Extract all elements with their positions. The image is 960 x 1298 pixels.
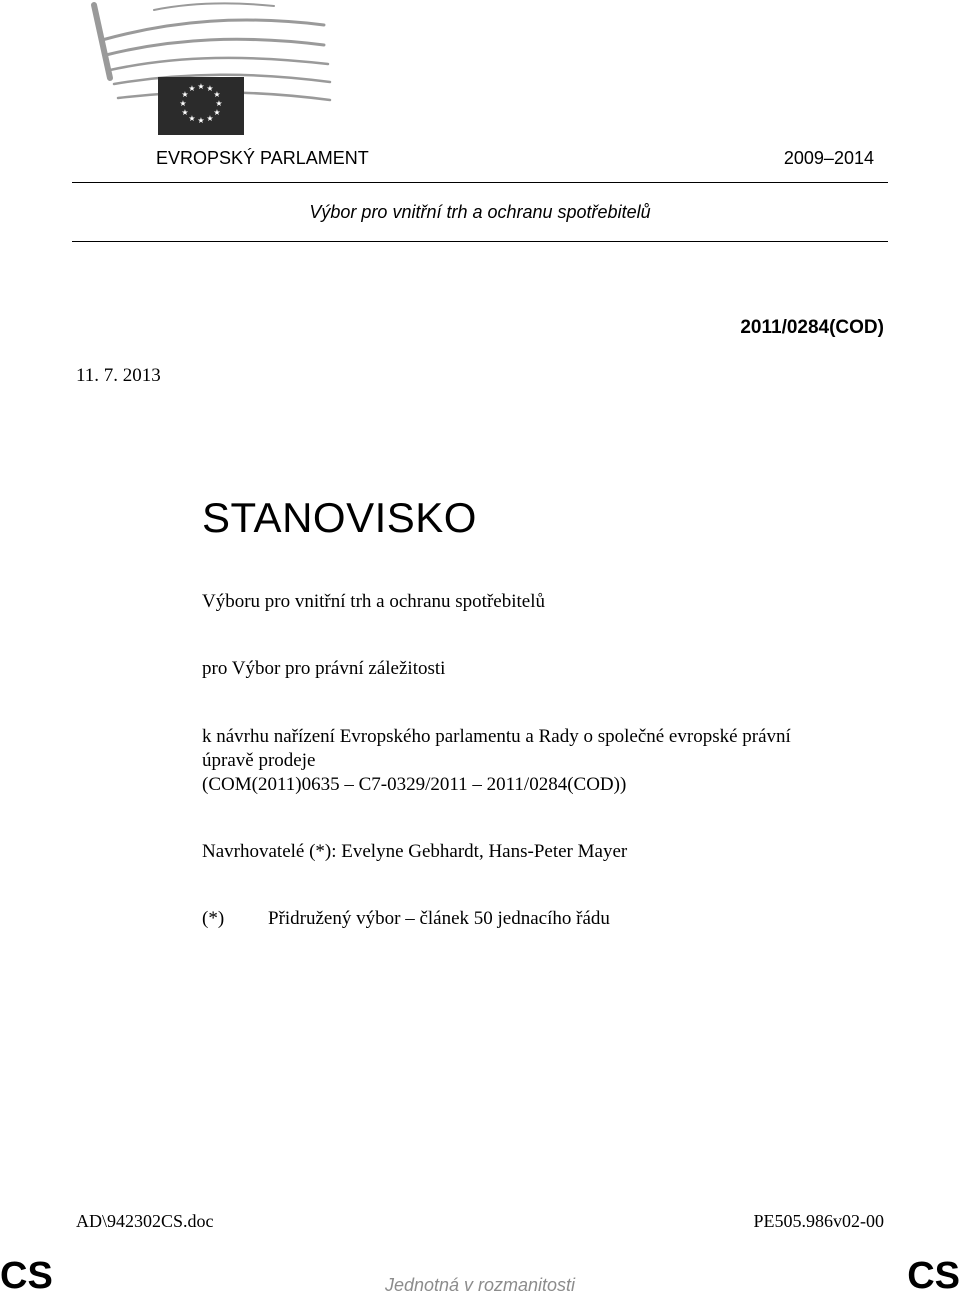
document-type-title: STANOVISKO [202, 494, 477, 541]
svg-text:★: ★ [206, 114, 214, 123]
procedure-reference: 2011/0284(COD) [740, 317, 884, 338]
svg-text:★: ★ [188, 114, 196, 123]
parliamentary-term: 2009–2014 [783, 148, 874, 168]
file-reference: AD\942302CS.doc [76, 1211, 214, 1231]
subject-line: úpravě prodeje [202, 750, 316, 771]
from-committee: Výboru pro vnitřní trh a ochranu spotřebitelů [202, 591, 545, 612]
svg-text:★: ★ [206, 84, 214, 93]
asterisk-mark: (*) [202, 908, 225, 929]
svg-text:★: ★ [213, 108, 221, 117]
svg-text:★: ★ [181, 108, 189, 117]
rapporteurs: Navrhovatelé (*): Evelyne Gebhardt, Hans-Peter Mayer [202, 841, 628, 862]
associated-committee-text: Přidružený výbor – článek 50 jednacího řádu [268, 908, 610, 929]
eu-flag-icon [158, 77, 244, 135]
organization-name: EVROPSKÝ PARLAMENT [156, 148, 369, 168]
subject-line: (COM(2011)0635 – C7-0329/2011 – 2011/0284(COD)) [202, 774, 627, 795]
motto: Jednotná v rozmanitosti [384, 1275, 576, 1295]
document-date: 11. 7. 2013 [76, 365, 161, 386]
subject [202, 725, 892, 797]
pe-reference: PE505.986v02-00 [753, 1211, 884, 1231]
language-code-right: CS [907, 1255, 960, 1297]
svg-text:★: ★ [197, 82, 205, 91]
language-code-left: CS [0, 1255, 53, 1297]
header-divider-bottom [72, 241, 888, 242]
svg-text:★: ★ [215, 99, 223, 108]
committee-header: Výbor pro vnitřní trh a ochranu spotřebitelů [309, 202, 651, 222]
subject-line: k návrhu nařízení Evropského parlamentu a Rady o společné evropské právní [202, 726, 791, 747]
svg-text:★: ★ [179, 99, 187, 108]
for-committee: pro Výbor pro právní záležitosti [202, 658, 446, 679]
svg-text:★: ★ [213, 90, 221, 99]
european-parliament-logo-icon [84, 0, 334, 140]
associated-committee-note [202, 907, 610, 931]
svg-text:★: ★ [181, 90, 189, 99]
svg-text:★: ★ [188, 84, 196, 93]
svg-text:★: ★ [197, 116, 205, 125]
header-divider-top [72, 182, 888, 183]
